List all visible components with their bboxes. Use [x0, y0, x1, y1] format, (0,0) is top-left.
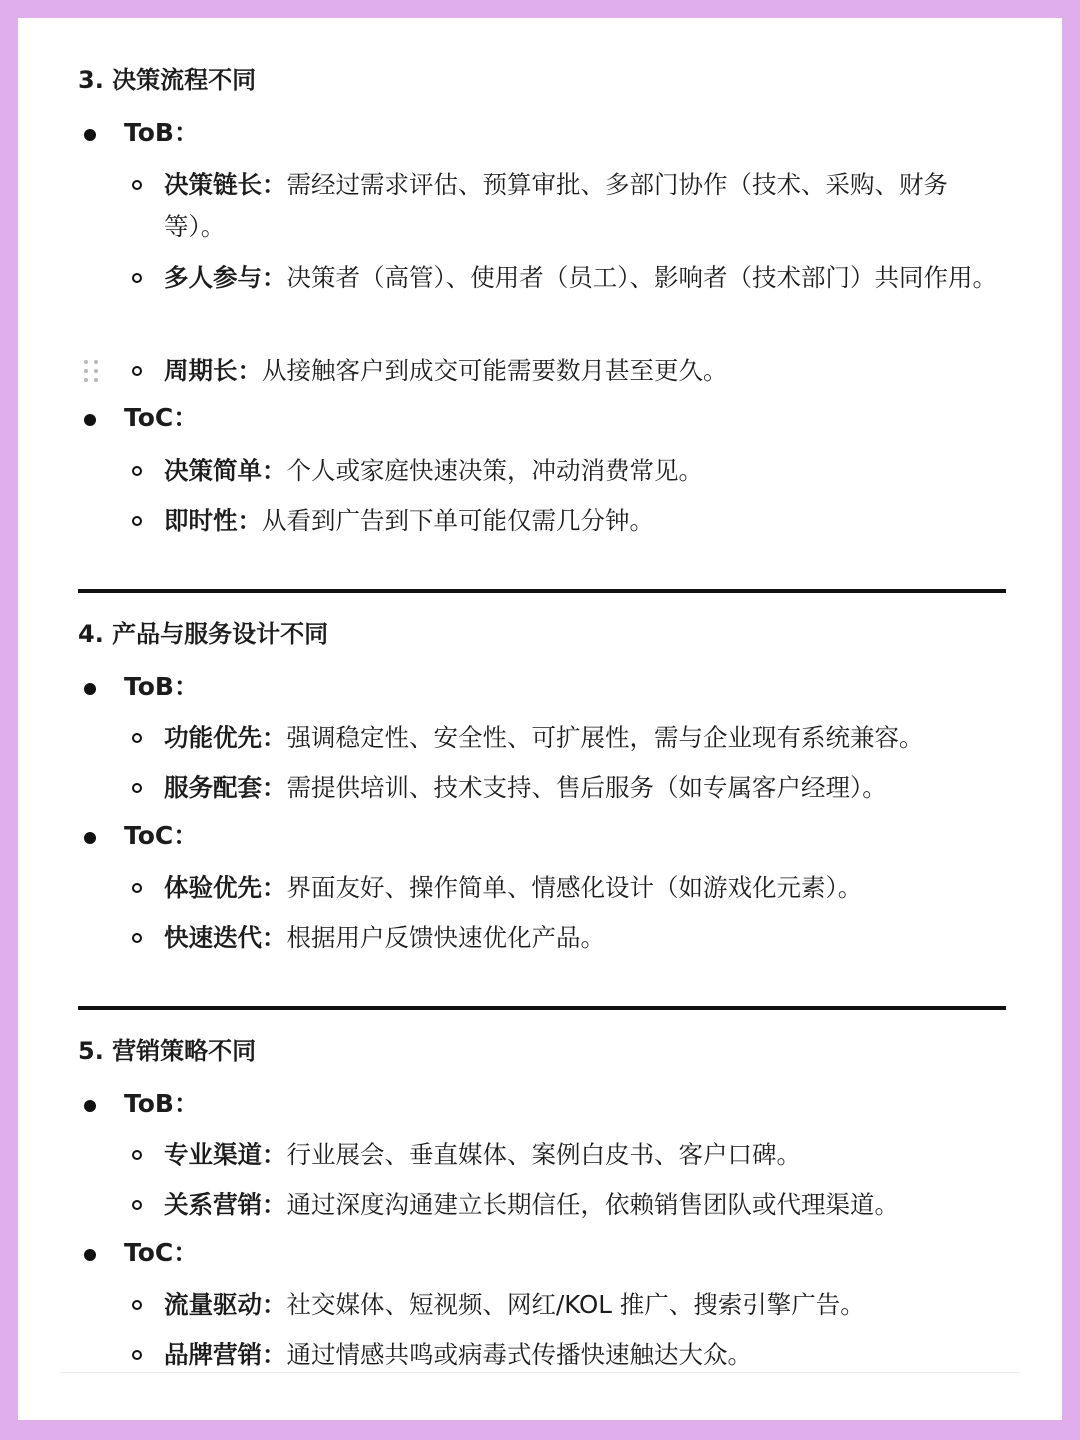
sub-item-text [164, 1184, 1006, 1226]
bullet-icon [84, 1249, 96, 1261]
sub-item-description: 界面友好、操作简单、情感化设计（如游戏化元素）。 [286, 873, 863, 902]
circle-bullet-icon [132, 180, 142, 190]
document-card [18, 18, 1062, 1420]
circle-bullet-icon [132, 783, 142, 793]
sub-item-description: 需经过需求评估、预算审批、多部门协作（技术、采购、财务等）。 [164, 170, 948, 241]
circle-bullet-icon [132, 273, 142, 283]
list-item [18, 403, 1062, 437]
sub-item-text [164, 500, 1006, 542]
sub-item-text [164, 257, 1006, 299]
bullet-label: ToC： [124, 821, 199, 850]
bullet-label: ToC： [124, 1238, 199, 1267]
sub-item-term: 决策链长： [164, 170, 287, 199]
sub-item-term: 决策简单： [164, 456, 287, 485]
circle-bullet-icon [132, 516, 142, 526]
bullet-label: ToB： [124, 118, 199, 147]
section-divider [78, 589, 1006, 593]
circle-bullet-icon [132, 1150, 142, 1160]
bullet-icon [84, 683, 96, 695]
sub-item-description: 通过情感共鸣或病毒式传播快速触达大众。 [286, 1340, 752, 1369]
section-divider [78, 1006, 1006, 1010]
sub-item-term: 关系营销： [164, 1190, 287, 1219]
circle-bullet-icon [132, 466, 142, 476]
sub-item-description: 从接触客户到成交可能需要数月甚至更久。 [262, 356, 728, 385]
circle-bullet-icon [132, 366, 142, 376]
sub-item-text [164, 1334, 1006, 1376]
circle-bullet-icon [132, 1200, 142, 1210]
sub-item-description: 根据用户反馈快速优化产品。 [286, 923, 605, 952]
sub-item-text [164, 350, 1006, 392]
sub-item-term: 快速迭代： [164, 923, 287, 952]
bullet-label: ToB： [124, 1089, 199, 1118]
bullet-icon [84, 129, 96, 141]
sub-item-term: 专业渠道： [164, 1140, 287, 1169]
bullet-icon [84, 414, 96, 426]
list-item [18, 672, 1062, 706]
list-item [18, 821, 1062, 855]
page-bottom-rule [60, 1372, 1020, 1373]
sub-item-text [164, 767, 1006, 809]
circle-bullet-icon [132, 933, 142, 943]
sub-item-description: 行业展会、垂直媒体、案例白皮书、客户口碑。 [286, 1140, 801, 1169]
circle-bullet-icon [132, 1300, 142, 1310]
bullet-label: ToB： [124, 672, 199, 701]
bullet-icon [84, 1100, 96, 1112]
sub-item-description: 决策者（高管）、使用者（员工）、影响者（技术部门）共同作用。 [286, 263, 997, 292]
section-title: 3. 决策流程不同 [78, 66, 257, 94]
circle-bullet-icon [132, 883, 142, 893]
sub-item-description: 社交媒体、短视频、网红/KOL 推广、搜索引擎广告。 [286, 1290, 865, 1319]
sub-item-text [164, 164, 1006, 248]
drag-handle-icon[interactable] [84, 360, 100, 384]
sub-item-description: 强调稳定性、安全性、可扩展性，需与企业现有系统兼容。 [286, 723, 924, 752]
sub-item-term: 流量驱动： [164, 1290, 287, 1319]
sub-item-text [164, 917, 1006, 959]
sub-item-text [164, 717, 1006, 759]
sub-item-term: 服务配套： [164, 773, 287, 802]
sub-item-text [164, 450, 1006, 492]
sub-item-description: 通过深度沟通建立长期信任，依赖销售团队或代理渠道。 [286, 1190, 899, 1219]
circle-bullet-icon [132, 733, 142, 743]
sub-item-text [164, 1284, 1006, 1326]
sub-item-text [164, 1134, 1006, 1176]
sub-item-term: 多人参与： [164, 263, 287, 292]
list-item [18, 1089, 1062, 1123]
sub-item-term: 品牌营销： [164, 1340, 287, 1369]
bullet-icon [84, 832, 96, 844]
sub-item-description: 从看到广告到下单可能仅需几分钟。 [262, 506, 654, 535]
sub-item-term: 周期长： [164, 356, 262, 385]
list-item [18, 1238, 1062, 1272]
sub-item-description: 个人或家庭快速决策，冲动消费常见。 [286, 456, 703, 485]
section-title: 5. 营销策略不同 [78, 1037, 257, 1065]
sub-item-text [164, 867, 1006, 909]
sub-item-term: 即时性： [164, 506, 262, 535]
circle-bullet-icon [132, 1350, 142, 1360]
sub-item-term: 功能优先： [164, 723, 287, 752]
sub-item-term: 体验优先： [164, 873, 287, 902]
list-item [18, 118, 1062, 152]
sub-item-description: 需提供培训、技术支持、售后服务（如专属客户经理）。 [286, 773, 887, 802]
bullet-label: ToC： [124, 403, 199, 432]
section-title: 4. 产品与服务设计不同 [78, 620, 329, 648]
